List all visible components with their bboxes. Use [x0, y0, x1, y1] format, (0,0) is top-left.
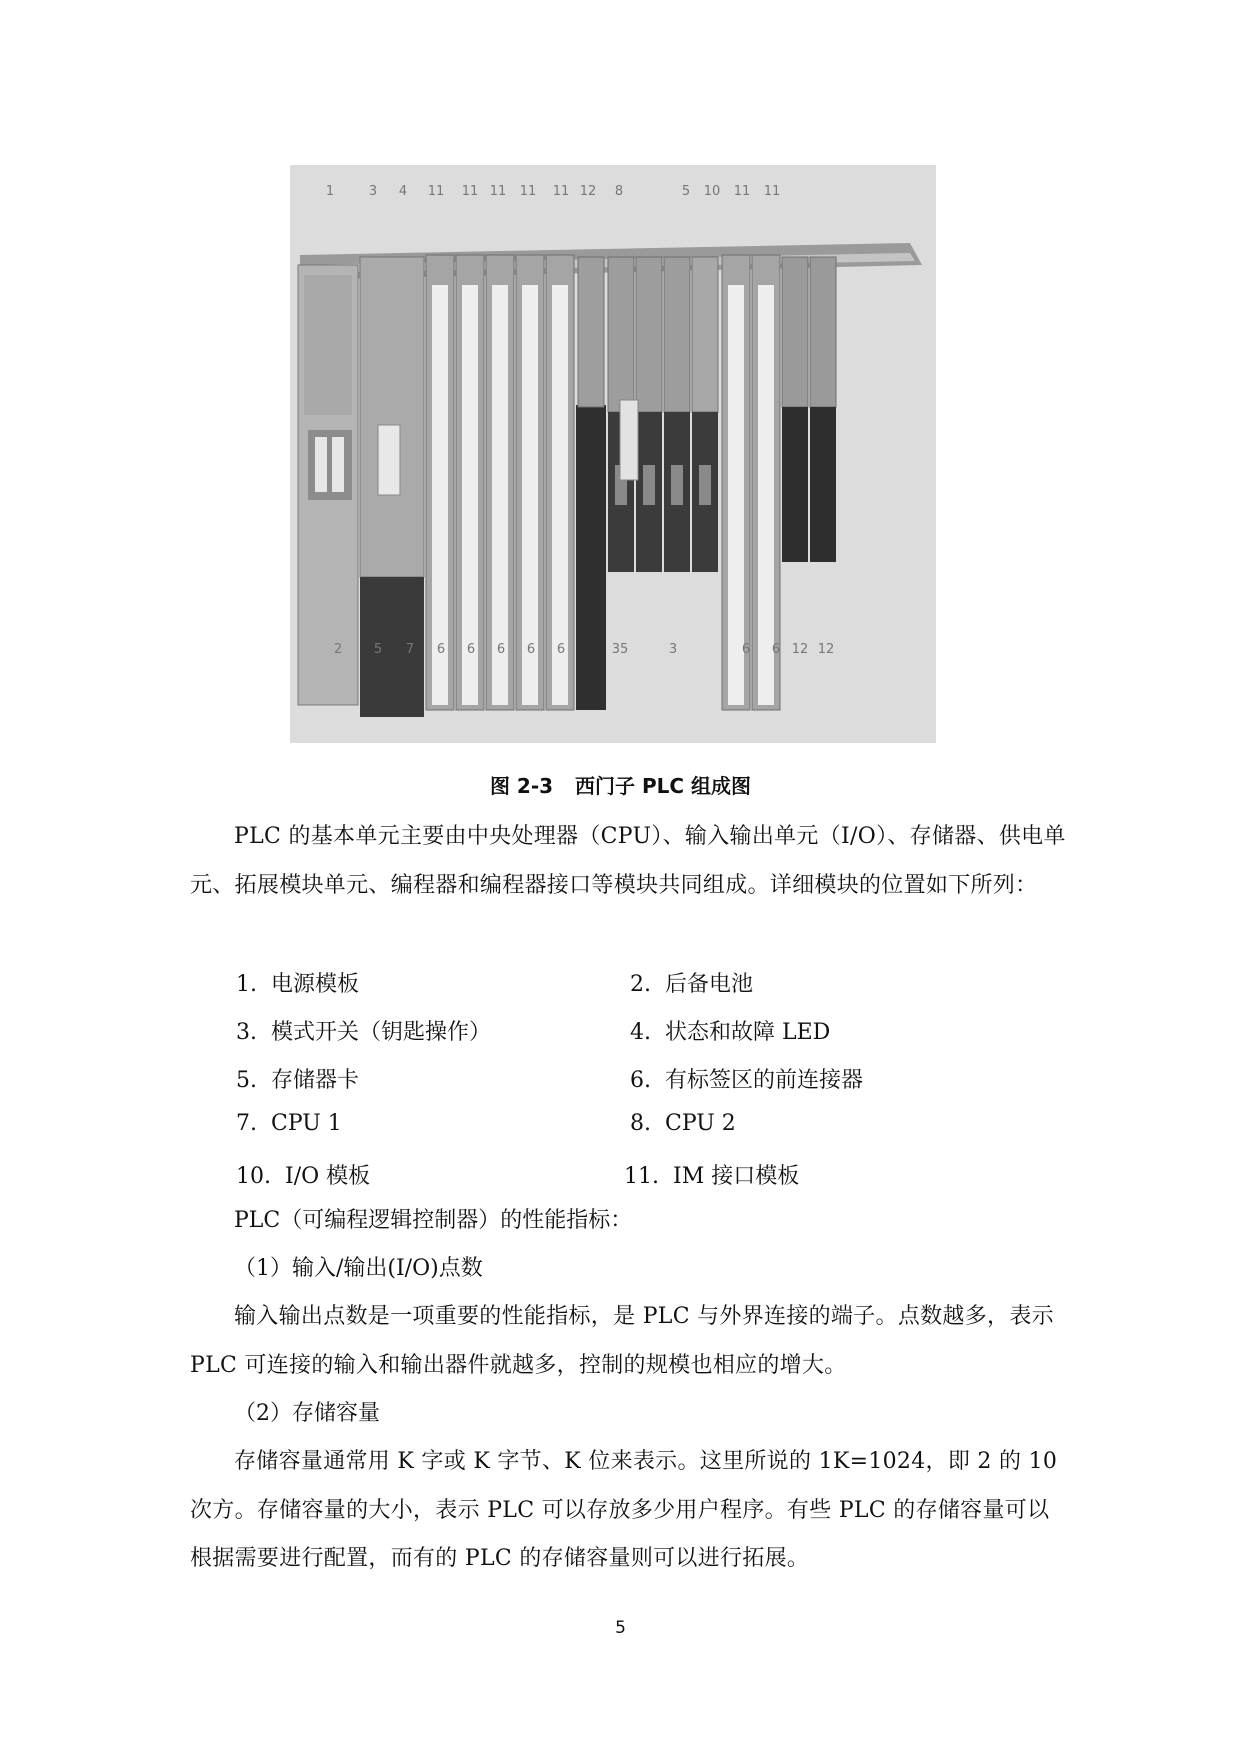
- figure-bottom-number: 6: [741, 642, 751, 657]
- figure-top-number: 11: [489, 184, 507, 199]
- figure-top-number: 8: [614, 184, 624, 199]
- performance-intro: PLC（可编程逻辑控制器）的性能指标：: [234, 1208, 633, 1233]
- figure-bottom-number: 12: [791, 642, 809, 657]
- figure-top-number: 12: [579, 184, 597, 199]
- figure-bottom-number: 3: [668, 642, 678, 657]
- figure-top-number: 11: [763, 184, 781, 199]
- figure-top-number: 3: [368, 184, 378, 199]
- figure-top-number: 4: [398, 184, 408, 199]
- figure-top-number: 11: [427, 184, 445, 199]
- figure-bottom-number: 6: [556, 642, 566, 657]
- list-item: 5. 存储器卡: [236, 1068, 360, 1093]
- figure-caption: [0, 770, 1241, 799]
- page-number: 5: [615, 1618, 626, 1638]
- intro-paragraph: PLC 的基本单元主要由中央处理器（CPU）、输入输出单元（I/O）、存储器、供电单元、拓展模块单元、编程器和编程器接口等模块共同组成。详细模块的位置如下所列：: [190, 824, 1066, 898]
- section2-body: 存储容量通常用 K 字或 K 字节、K 位来表示。这里所说的 1K=1024，即 2 的 10 次方。存储容量的大小，表示 PLC 可以存放多少用户程序。有些 PLC 的存储容量可以根据需要进行配置，而有的 PLC 的存储容量则可以进行拓展。: [190, 1449, 1058, 1571]
- plc-photo: [290, 165, 936, 743]
- figure-bottom-number: 6: [771, 642, 781, 657]
- list-item: 1. 电源模板: [236, 972, 360, 997]
- section1-heading: （1）输入/输出(I/O)点数: [234, 1256, 483, 1281]
- list-item: 4. 状态和故障 LED: [630, 1020, 831, 1045]
- list-item: 3. 模式开关（钥匙操作）: [236, 1020, 492, 1045]
- figure-top-number: 11: [519, 184, 537, 199]
- figure-top-number: 11: [461, 184, 479, 199]
- figure-top-number: 11: [552, 184, 570, 199]
- list-item: 10. I/O 模板: [236, 1164, 371, 1189]
- figure-bottom-number: 6: [436, 642, 446, 657]
- plc-figure: [290, 165, 936, 743]
- figure-top-number: 1: [325, 184, 335, 199]
- figure-top-number: 5: [681, 184, 691, 199]
- figure-bottom-number: 2: [333, 642, 343, 657]
- figure-bottom-number: 7: [405, 642, 415, 657]
- figure-caption-title: 西门子 PLC 组成图: [575, 774, 752, 798]
- figure-top-number: 11: [733, 184, 751, 199]
- figure-bottom-number: 6: [496, 642, 506, 657]
- figure-top-number: 10: [703, 184, 721, 199]
- list-item: 2. 后备电池: [630, 972, 754, 997]
- list-item: 11. IM 接口模板: [624, 1164, 800, 1189]
- figure-bottom-number: 5: [373, 642, 383, 657]
- list-item: 8. CPU 2: [630, 1111, 736, 1136]
- figure-bottom-number: 6: [526, 642, 536, 657]
- list-item: 7. CPU 1: [236, 1111, 342, 1136]
- figure-caption-label: 图 2-3: [489, 774, 554, 798]
- section1-body: 输入输出点数是一项重要的性能指标，是 PLC 与外界连接的端子。点数越多，表示 PLC 可连接的输入和输出器件就越多，控制的规模也相应的增大。: [190, 1304, 1054, 1378]
- figure-bottom-number: 12: [817, 642, 835, 657]
- list-item: 6. 有标签区的前连接器: [630, 1068, 864, 1093]
- figure-bottom-number: 6: [466, 642, 476, 657]
- figure-bottom-number: 35: [611, 642, 629, 657]
- section2-heading: （2）存储容量: [234, 1401, 380, 1426]
